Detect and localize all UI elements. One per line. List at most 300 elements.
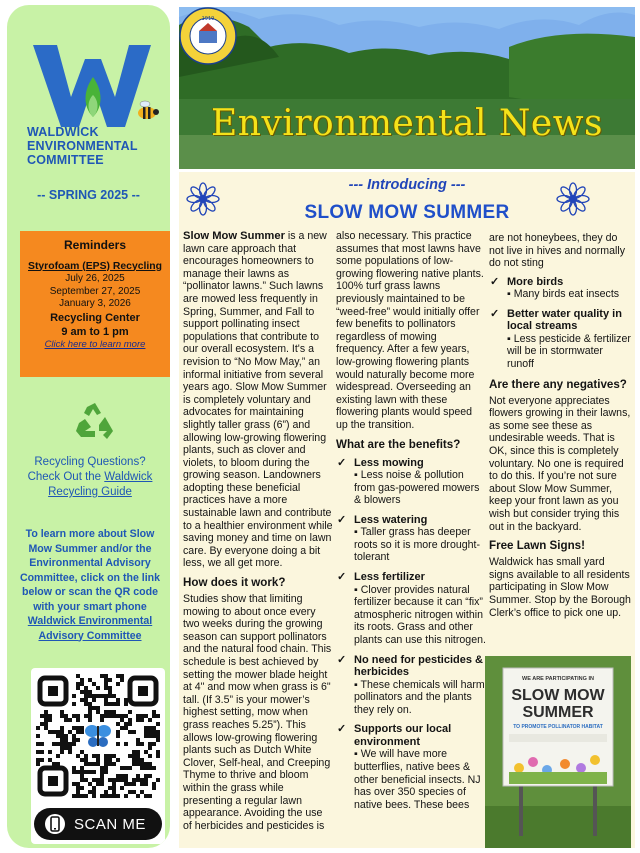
qr-module [156,750,160,754]
section-heading-signs: Free Lawn Signs! [489,539,585,553]
qr-module [80,678,84,682]
qr-module [108,694,112,698]
qr-module [124,778,128,782]
qr-module [56,734,60,738]
qr-module [100,718,104,722]
qr-module [148,794,152,798]
qr-module [72,770,76,774]
qr-module [96,762,100,766]
qr-module [100,794,104,798]
qr-module [136,774,140,778]
qr-module [156,734,160,738]
article-column-3 [489,232,631,624]
scan-me-button[interactable] [34,808,162,840]
qr-module [116,734,120,738]
org-name-line3: COMMITTEE [27,153,104,167]
benefit-body: ▪ Many birds eat insects [489,288,631,301]
qr-module [44,726,48,730]
recycle-icon [73,401,117,443]
reminder-date: September 27, 2025 [49,285,141,297]
lead-term: Slow Mow Summer [183,230,285,242]
qr-module [116,674,120,678]
qr-module [152,742,156,746]
lawn-sign-photo [485,656,631,848]
qr-module [96,782,100,786]
qr-module [80,698,84,702]
qr-module [144,714,148,718]
qr-module [104,710,108,714]
qr-module [64,734,68,738]
benefit-item [336,514,486,564]
qr-module [84,698,88,702]
qr-module [156,778,160,782]
qr-module [108,686,112,690]
qr-module [152,710,156,714]
qr-module [116,794,120,798]
qr-module [64,746,68,750]
qr-module [112,714,116,718]
qr-module [144,762,148,766]
qr-module [144,766,148,770]
qr-module [132,750,136,754]
qr-module [56,754,60,758]
qr-module [104,698,108,702]
qr-module [100,782,104,786]
qr-module [108,794,112,798]
benefit-body: ▪ Clover provides natural fertilizer because it can “fix” atmospheric nitrogen within its roots. Grass and other plants can use this nitrogen. [336,584,486,647]
qr-module [92,778,96,782]
qr-module [104,762,108,766]
qr-module [96,758,100,762]
qr-module [44,710,48,714]
reminder-hours: 9 am to 1 pm [61,325,129,338]
article-column-2 [336,230,486,818]
section-heading-how: How does it work? [183,576,286,590]
qr-module [140,766,144,770]
season-label: -- SPRING 2025 -- [37,188,140,202]
qr-module [140,758,144,762]
qr-module [92,786,96,790]
qr-module [124,726,128,730]
qr-module [144,726,148,730]
qr-module [44,714,48,718]
paragraph: are not honeybees, they do not live in hives and normally do not sting [489,232,626,270]
benefit-item [336,571,486,646]
benefit-item [489,276,631,301]
qr-module [96,686,100,690]
qr-module [80,766,84,770]
qr-module [116,778,120,782]
qr-module [156,730,160,734]
butterfly-icon [84,722,112,750]
qr-module [132,778,136,782]
qr-module [104,714,108,718]
recycling-questions [13,455,167,500]
qr-module [48,750,52,754]
benefit-item [489,308,631,371]
qr-module [76,714,80,718]
qr-module [84,754,88,758]
qr-module [140,742,144,746]
phone-icon [44,813,66,835]
qr-module [36,734,40,738]
qr-module [120,726,124,730]
qr-module [100,714,104,718]
qr-module [76,790,80,794]
qr-module [76,682,80,686]
benefit-title: ✓ Less fertilizer [336,571,486,584]
qr-module [124,742,128,746]
qr-module [88,782,92,786]
qr-module [48,730,52,734]
qr-module [120,766,124,770]
qr-module [76,770,80,774]
qr-module [72,738,76,742]
qr-module [144,778,148,782]
qr-module [112,778,116,782]
qr-module [88,718,92,722]
qr-module [84,702,88,706]
qr-module [100,778,104,782]
qr-module [136,754,140,758]
qr-module [116,730,120,734]
qr-module [100,774,104,778]
qr-module [128,730,132,734]
qr-module [132,758,136,762]
reminders-subtitle: Styrofoam (EPS) Recycling [28,260,162,272]
qr-module [148,730,152,734]
qr-module [128,782,132,786]
scan-me-label: SCAN ME [74,815,146,833]
learn-more-link[interactable]: Click here to learn more [44,338,146,350]
qr-module [128,766,132,770]
qr-module [108,690,112,694]
qr-module [60,714,64,718]
qr-module [112,762,116,766]
sidebar [7,5,170,848]
qr-module [104,758,108,762]
qr-module [84,690,88,694]
qr-module [68,750,72,754]
qr-module [104,694,108,698]
qr-module [136,750,140,754]
qr-module [88,790,92,794]
qr-module [120,786,124,790]
article-column-1 [183,230,333,837]
qr-module [68,746,72,750]
qr-module [156,738,160,742]
qr-card[interactable] [31,668,165,844]
qr-module [140,790,144,794]
qr-module [36,742,40,746]
qr-module [116,758,120,762]
reminders-box [20,231,170,377]
qr-module [120,678,124,682]
qr-module [48,718,52,722]
qr-module [116,702,120,706]
qr-module [104,702,108,706]
qr-module [136,738,140,742]
qr-module [156,754,160,758]
qr-module [104,790,108,794]
qr-module [128,790,132,794]
qr-module [80,726,84,730]
qr-module [116,698,120,702]
qr-module [148,766,152,770]
qr-module [100,694,104,698]
qr-module [128,754,132,758]
qr-module [144,794,148,798]
qr-module [136,794,140,798]
qr-module [36,758,40,762]
benefit-body: ▪ These chemicals will harm pollinators and the plants they rely on. [336,679,486,717]
sign-line2: SLOW MOW [511,687,605,704]
qr-module [136,742,140,746]
qr-module [144,774,148,778]
qr-module [112,710,116,714]
qr-module [60,738,64,742]
sign-line4: TO PROMOTE POLLINATOR HABITAT [513,724,603,730]
qr-module [80,794,84,798]
qr-module [52,742,56,746]
qr-module [92,682,96,686]
qr-module [60,710,64,714]
qr-code[interactable] [36,674,160,798]
qr-module [84,686,88,690]
qr-module [112,790,116,794]
qr-module [36,726,40,730]
qr-module [112,794,116,798]
qr-module [132,790,136,794]
paragraph [183,230,333,570]
section-heading-benefits: What are the benefits? [336,437,461,451]
qr-module [136,778,140,782]
qr-module [116,742,120,746]
qr-module [108,778,112,782]
qr-module [92,770,96,774]
qr-module [124,714,128,718]
qr-module [40,750,44,754]
sign-line1: WE ARE PARTICIPATING IN [522,676,594,682]
qr-module [52,730,56,734]
qr-module [112,786,116,790]
qr-module [84,794,88,798]
qr-module [132,762,136,766]
qr-module [136,718,140,722]
qr-module [112,754,116,758]
qr-module [60,750,64,754]
qr-module [120,674,124,678]
qr-module [120,774,124,778]
reminders-title: Reminders [63,238,127,252]
qr-module [140,714,144,718]
qr-module [140,778,144,782]
qr-module [152,766,156,770]
qr-module [108,786,112,790]
qr-module [48,758,52,762]
qr-module [76,754,80,758]
qr-module [80,786,84,790]
benefit-body: ▪ Less pesticide & fertilizer will be in stormwater runoff [489,333,631,371]
qr-module [148,746,152,750]
qr-module [132,754,136,758]
qr-module [100,766,104,770]
qr-module [100,770,104,774]
qr-module [108,702,112,706]
qr-module [104,678,108,682]
qr-module [88,702,92,706]
qr-module [108,754,112,758]
qr-module [88,710,92,714]
benefit-title: ✓ Supports our local environment [336,723,486,748]
qr-module [92,762,96,766]
qr-module [88,706,92,710]
qr-module [76,782,80,786]
reminder-date: January 3, 2026 [59,298,131,309]
qr-module [148,734,152,738]
qr-module [64,718,68,722]
qr-module [80,682,84,686]
qr-module [76,794,80,798]
qr-module [92,698,96,702]
learn-more-text [13,527,167,643]
qr-module [76,786,80,790]
qr-module [56,730,60,734]
paragraph-text: is a new lawn care approach that encourages homeowners to manage their lawns as “pollinator lawns.” Such lawns are mowed less frequently in Spring, Summer, and Fall to support pollinating insect populations that contribute to our overall ecosystem. It's a revision to “No Mow May,” an informal initiative from several years ago. Slow Mow Summer is completely voluntary and advocates for maintaining slightly taller grass (6”) and allowing low-growing flowering plants, such as clover and violets, to bloom during the growing season. Landowners adopting these beneficial practices have a more sustainable lawn and contribute to a healthier environment while saving money and time on lawn care. By everyone doing a bit less, we all get more. [183,230,333,570]
qr-module [120,714,124,718]
qr-module [52,762,56,766]
qr-module [76,686,80,690]
qr-module [60,730,64,734]
qr-module [116,682,120,686]
qr-module [36,750,40,754]
qr-module [76,730,80,734]
recycling-guide-link[interactable]: Waldwick Recycling Guide [48,471,153,498]
qr-module [96,754,100,758]
qr-module [76,674,80,678]
qr-module [124,698,128,702]
paragraph: also necessary. This practice assumes that most lawns have some populations of low-growing flowering native plants. 100% turf grass lawns previously maintained to be “weed-free” would initially offer few benefits to pollinators regardless of mowing frequency. After a few years, low-growing flowering plants would naturally become more widespread. Overseeding an existing lawn with these flowering plants would speed up the transition. [336,230,484,431]
waldwick-logo-icon [27,41,167,131]
qr-module [84,778,88,782]
qr-module [68,742,72,746]
qr-module [36,762,40,766]
qr-module [68,718,72,722]
qr-module [72,714,76,718]
qr-module [88,762,92,766]
qr-module [72,694,76,698]
qr-module [152,730,156,734]
qr-module [104,686,108,690]
qr-module [64,742,68,746]
org-name-line1: WALDWICK [27,125,99,139]
qr-module [96,778,100,782]
qr-module [156,714,160,718]
learn-description: To learn more about Slow Mow Summer and/or the Environmental Advisory Committee, click on the link below or scan the QR code with your smart phone [19,528,161,613]
qr-module [84,770,88,774]
qr-module [104,674,108,678]
qr-module [44,718,48,722]
recycling-q-line2: Check Out the [27,471,105,483]
qr-module [88,690,92,694]
qr-module [124,774,128,778]
bee-icon [138,101,159,119]
qr-module [148,718,152,722]
qr-module [72,782,76,786]
qr-module [108,762,112,766]
qr-module [124,702,128,706]
qr-module [84,758,88,762]
qr-module [144,730,148,734]
article-panel [179,172,635,848]
qr-module [92,754,96,758]
qr-module [92,706,96,710]
qr-module [80,770,84,774]
qr-module [72,734,76,738]
section-heading-negatives: Are there any negatives? [489,377,627,391]
qr-module [124,782,128,786]
qr-module [88,714,92,718]
qr-module [144,750,148,754]
qr-module [80,758,84,762]
qr-module [80,690,84,694]
qr-module [120,778,124,782]
qr-module [60,726,64,730]
paragraph: Waldwick has small yard signs available to all residents participating in Slow Mow Summer. Stop by the Borough Clerk’s office to pick one up. [489,556,631,619]
qr-module [60,742,64,746]
qr-module [76,726,80,730]
benefit-item [336,457,486,507]
qr-module [40,714,44,718]
qr-module [72,742,76,746]
pond-photo [179,7,635,169]
sign-line3: SUMMER [522,704,594,721]
org-name-line2: ENVIRONMENTAL [27,139,138,153]
qr-module [56,742,60,746]
qr-module [128,718,132,722]
qr-module [104,754,108,758]
qr-module [116,714,120,718]
qr-module [60,734,64,738]
qr-module [144,782,148,786]
qr-module [96,706,100,710]
qr-module [112,702,116,706]
qr-module [128,710,132,714]
qr-module [44,722,48,726]
benefit-title: ✓ Less watering [336,514,486,527]
qr-module [112,694,116,698]
qr-module [124,722,128,726]
qr-module [148,774,152,778]
eac-link[interactable]: Waldwick Environmental Advisory Committee [27,615,153,642]
qr-module [148,726,152,730]
qr-module [88,770,92,774]
borough-seal [179,7,237,65]
qr-module [152,726,156,730]
qr-module [96,694,100,698]
qr-module [64,738,68,742]
qr-module [152,782,156,786]
qr-module [148,742,152,746]
qr-module [56,762,60,766]
qr-module [104,682,108,686]
qr-module [40,742,44,746]
qr-module [112,782,116,786]
benefit-body: ▪ We will have more butterflies, native bees & other beneficial insects. NJ has over 350 species of native bees. These bees [336,748,486,811]
reminder-date: July 26, 2025 [65,273,125,284]
qr-module [124,794,128,798]
recycling-q-line1: Recycling Questions? [34,456,146,468]
